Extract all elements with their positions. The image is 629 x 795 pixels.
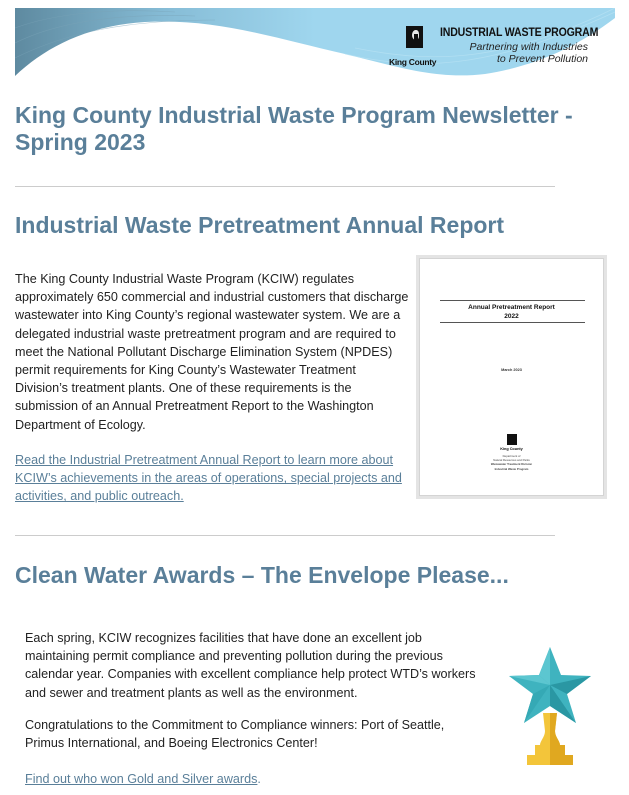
trophy-icon: [505, 645, 595, 775]
thumb-sub-line2: Natural Resources and Parks: [493, 458, 530, 462]
annual-report-paragraph: The King County Industrial Waste Program (KCIW) regulates approximately 650 commercial and industrial customers that discharge wastewater into King County’s regional wastewater system. We are a delegated industrial waste pretreatment program and are required to meet the National Pollutant Discharge Elimination System (NPDES) permit requirements for King County’s Wastewater Treatment Division’s treatment plants. One of these requirements is the submission of an Annual Pretreatment Report to the Washington Department of Ecology.: [15, 272, 409, 432]
annual-report-thumbnail[interactable]: [416, 255, 607, 499]
thumb-title: Annual Pretreatment Report: [468, 304, 555, 311]
annual-report-link[interactable]: Read the Industrial Pretreatment Annual Report to learn more about KCIW’s achievements in the areas of operations, special projects and activities, and public outreach.: [15, 453, 402, 504]
thumb-rule-bottom: [440, 322, 585, 323]
program-brand: [388, 24, 599, 72]
thumb-logo-icon: [507, 434, 517, 445]
thumb-rule-top: [440, 300, 585, 301]
section-heading-annual-report: Industrial Waste Pretreatment Annual Report: [15, 212, 505, 238]
thumb-logo-name: King County: [500, 447, 523, 451]
tagline-line2: to Prevent Pollution: [496, 53, 588, 65]
header-banner: [15, 8, 615, 78]
program-title: INDUSTRIAL WASTE PROGRAM: [440, 27, 599, 39]
divider: [15, 186, 555, 187]
king-county-logo-icon: [406, 26, 423, 48]
awards-link-suffix: .: [257, 772, 261, 786]
logo-name: King County: [389, 57, 437, 67]
awards-paragraph-2: Congratulations to the Commitment to Compliance winners: Port of Seattle, Primus International, and Boeing Electronics Center!: [25, 718, 445, 751]
awards-paragraph-1: Each spring, KCIW recognizes facilities that have done an excellent job maintaining permit compliance and preventing pollution during the previous calendar year. Companies with excellent compliance help protect WTD’s workers and sewer and treatment plants as well as the environment.: [25, 631, 476, 700]
thumb-date: March 2023: [501, 368, 522, 372]
divider: [15, 535, 555, 536]
tagline-line1: Partnering with Industries: [469, 41, 588, 53]
newsletter-title: King County Industrial Waste Program Newsletter - Spring 2023: [15, 102, 573, 155]
thumb-sub-line3: Wastewater Treatment Division: [490, 462, 533, 466]
thumb-year: 2022: [504, 313, 519, 320]
awards-link[interactable]: Find out who won Gold and Silver awards: [25, 772, 258, 786]
king-county-logo: [388, 24, 440, 72]
thumb-sub-line4: Industrial Waste Program: [494, 467, 529, 471]
section-heading-clean-water-awards: Clean Water Awards – The Envelope Please...: [15, 562, 509, 588]
thumb-sub-line1: Department of: [502, 454, 521, 458]
